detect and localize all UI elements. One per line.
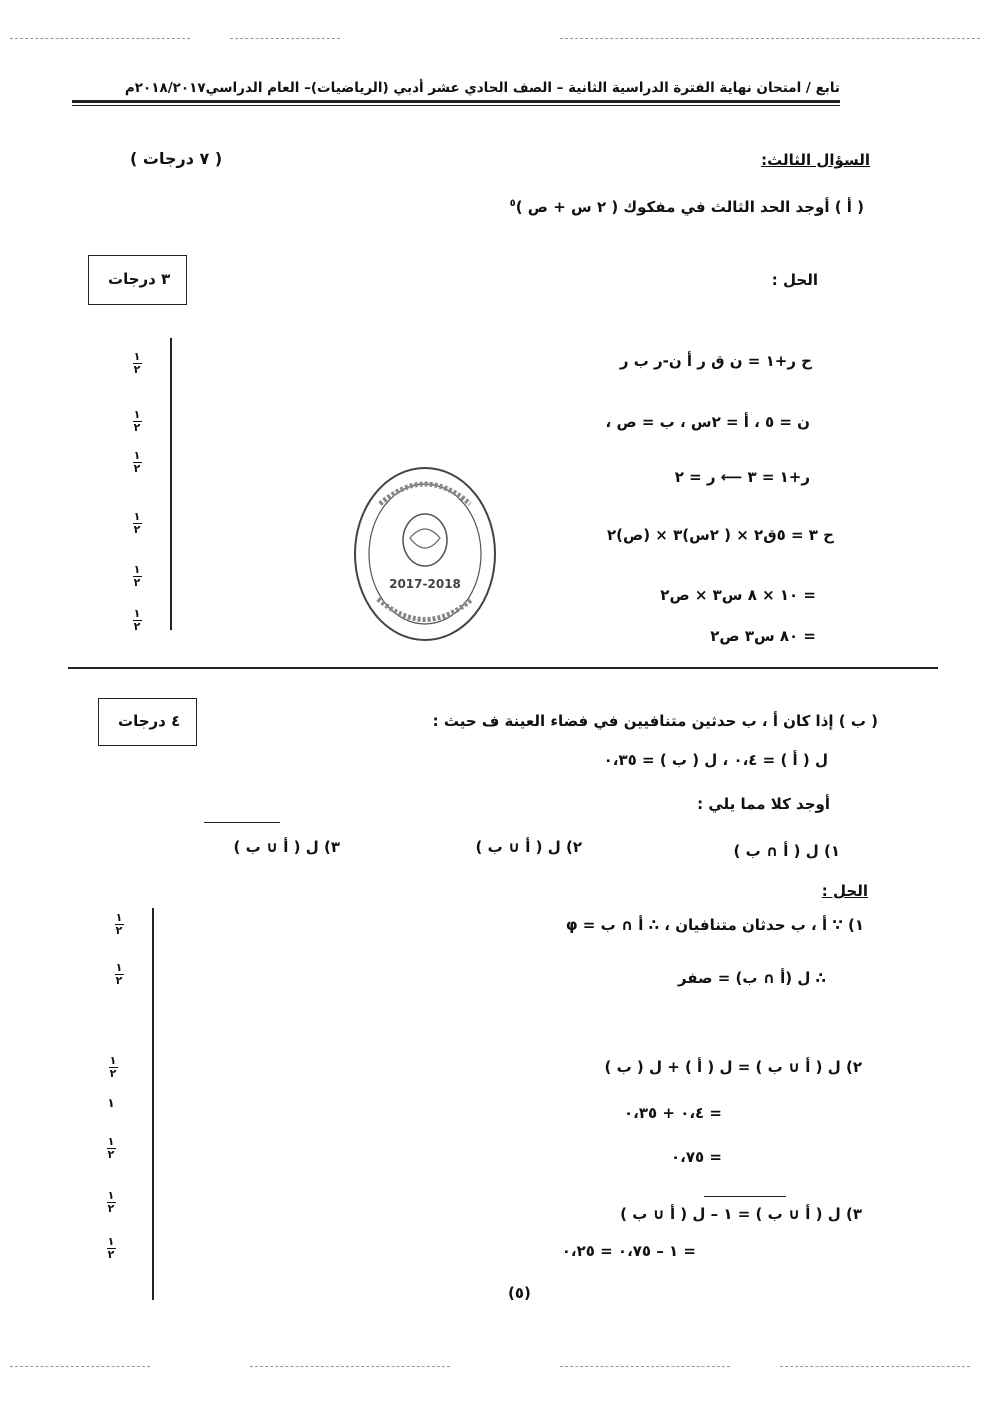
solution-line: = ١٠ × ٨ س٣ × ص٢ — [660, 586, 816, 604]
mark-half: $\frac{١}{٢}$ — [107, 1235, 115, 1261]
part-b-item: ٣) ل ( أ ∪ ب ) — [233, 838, 340, 856]
marks-divider — [170, 338, 172, 630]
solution-line: ٢) ل ( أ ∪ ب ) = ل ( أ ) + ل ( ب ) — [604, 1058, 862, 1076]
mark-half: $\frac{١}{٢}$ — [115, 961, 123, 987]
complement-overline — [204, 822, 280, 823]
page-header: تابع / امتحان نهاية الفترة الدراسية الثانية – الصف الحادي عشر أدبي (الرياضيات)– العام الدراسي٢٠١٨/٢٠١٧م — [124, 80, 840, 96]
complement-overline — [704, 1196, 786, 1197]
part-b-given: ل ( أ ) = ٠،٤ ، ل ( ب ) = ٠،٣٥ — [603, 751, 828, 769]
mark-half: $\frac{١}{٢}$ — [133, 510, 141, 536]
header-rule — [72, 100, 840, 103]
mark-one: ١ — [107, 1096, 115, 1110]
section-divider — [68, 667, 938, 669]
question-title: السؤال الثالث: — [761, 151, 870, 169]
part-b-item: ٢) ل ( أ ∪ ب ) — [475, 838, 582, 856]
page-number: (٥) — [508, 1284, 531, 1302]
part-b-points: ٤ درجات — [118, 712, 181, 730]
mark-half: $\frac{١}{٢}$ — [133, 408, 141, 434]
part-a-solution-label: الحل : — [771, 271, 818, 289]
part-a-points: ٣ درجات — [108, 270, 171, 288]
part-b-ask: أوجد كلا مما يلي : — [697, 795, 830, 813]
solution-line: = ٠،٤ + ٠،٣٥ — [624, 1104, 722, 1122]
part-a-question: ( أ ) أوجد الحد الثالث في مفكوك ( ٢ س + ص )$^٥$ — [509, 198, 864, 216]
mark-half: $\frac{١}{٢}$ — [107, 1189, 115, 1215]
solution-line: = ٠،٧٥ — [671, 1148, 722, 1166]
solution-line: = ٨٠ س٣ ص٢ — [710, 627, 816, 645]
mark-half: $\frac{١}{٢}$ — [133, 449, 141, 475]
solution-line: ١) ∵ أ ، ب حدثان متنافيان ، ∴ أ ∩ ب = φ — [565, 916, 864, 934]
solution-line: ∴ ل (أ ∩ ب) = صفر — [677, 969, 826, 987]
solution-line: ٣) ل ( أ ∪ ب ) = ١ – ل ( أ ∪ ب ) — [620, 1205, 862, 1223]
mark-half: $\frac{١}{٢}$ — [133, 350, 141, 376]
mark-half: $\frac{١}{٢}$ — [107, 1135, 115, 1161]
mark-half: $\frac{١}{٢}$ — [133, 607, 141, 633]
mark-half: $\frac{١}{٢}$ — [133, 563, 141, 589]
marks-divider — [152, 908, 154, 1300]
part-b-item: ١) ل ( أ ∩ ب ) — [733, 842, 840, 860]
solution-line: ح ٣ = ٥ق٢ × ( ٢س)٣ × (ص)٢ — [607, 526, 834, 544]
solution-line: ح ر+١ = ن ق ر أ ن-ر ب ر — [619, 352, 812, 370]
seal-year: 2017-2018 — [389, 577, 461, 591]
question-total-points: ( ٧ درجات ) — [130, 149, 223, 168]
part-b-question: ( ب ) إذا كان أ ، ب حدثين متنافيين في فضاء العينة ف حيث : — [432, 712, 878, 730]
solution-line: ر+١ = ٣ ⟵ ر = ٢ — [674, 468, 810, 486]
mark-half: $\frac{١}{٢}$ — [115, 911, 123, 937]
solution-line: ن = ٥ ، أ = ٢س ، ب = ص ، — [605, 413, 810, 431]
mark-half: $\frac{١}{٢}$ — [109, 1054, 117, 1080]
solution-line: = ١ – ٠،٧٥ = ٠،٢٥ — [561, 1242, 696, 1260]
part-b-solution-label: الحل : — [821, 882, 868, 900]
ministry-seal-stamp — [350, 464, 500, 644]
